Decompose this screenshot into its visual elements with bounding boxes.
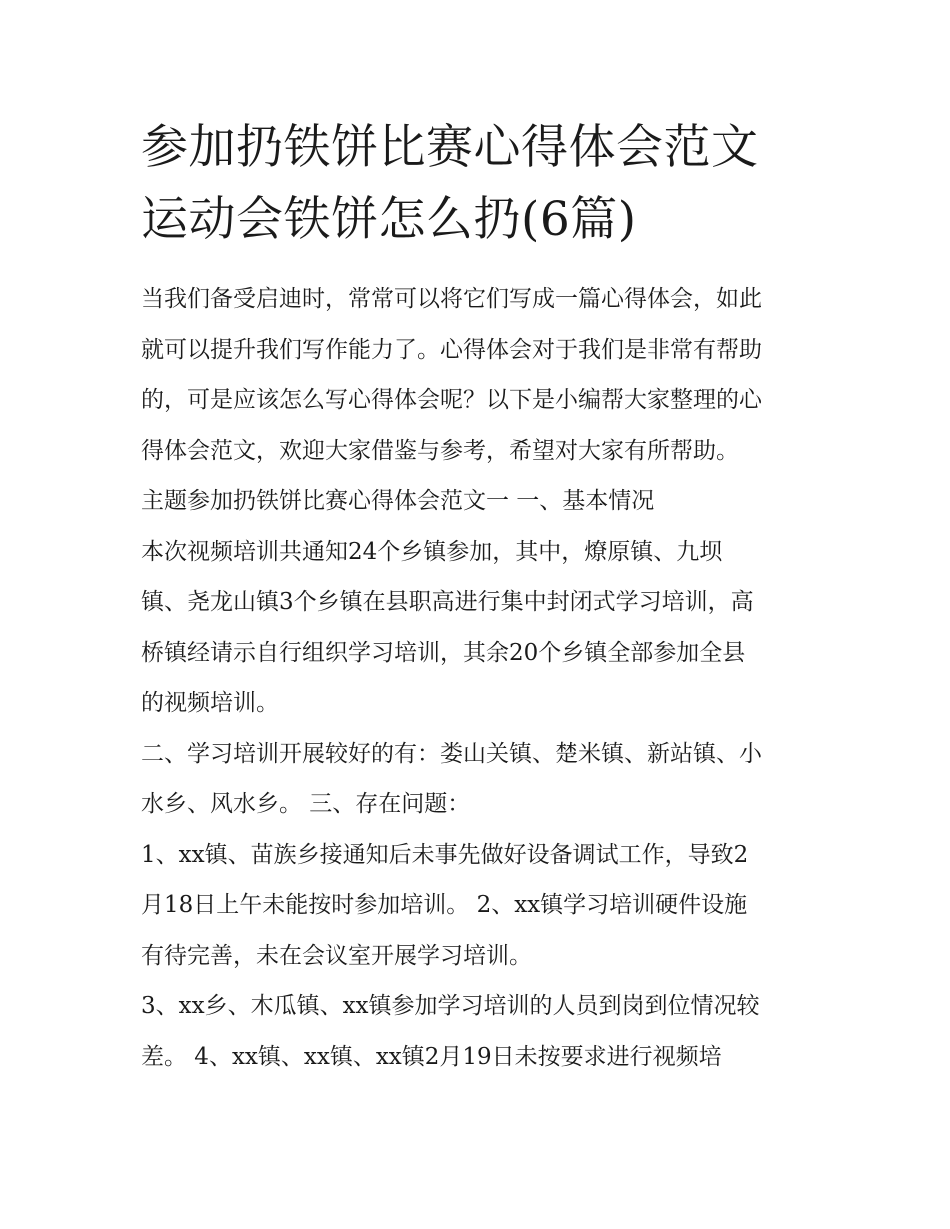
body-line: 桥镇经请示自行组织学习培训，其余20个乡镇全部参加全县 bbox=[141, 639, 746, 666]
body-line: 月18日上午未能按时参加培训。 2、xx镇学习培训硬件设施 bbox=[141, 892, 748, 918]
body-line: 有待完善，未在会议室开展学习培训。 bbox=[141, 942, 532, 969]
body-line: 就可以提升我们写作能力了。心得体会对于我们是非常有帮助 bbox=[141, 336, 762, 363]
body-line: 1、xx镇、苗族乡接通知后未事先做好设备调试工作，导致2 bbox=[141, 841, 749, 868]
title-line-2: 运动会铁饼怎么扔(6篇) bbox=[141, 192, 637, 247]
body-line: 的视频培训。 bbox=[141, 690, 279, 716]
body-line: 镇、尧龙山镇3个乡镇在县职高进行集中封闭式学习培训，高 bbox=[141, 589, 754, 615]
body-line: 二、学习培训开展较好的有：娄山关镇、楚米镇、新站镇、小 bbox=[141, 740, 762, 767]
document-content bbox=[141, 112, 821, 1082]
body-line: 的，可是应该怎么写心得体会呢？以下是小编帮大家整理的心 bbox=[141, 387, 762, 413]
title-line-1: 参加扔铁饼比赛心得体会范文 bbox=[141, 120, 759, 175]
document-title bbox=[141, 112, 821, 256]
body-line: 本次视频培训共通知24个乡镇参加，其中，燎原镇、九坝 bbox=[141, 538, 723, 565]
section-heading-line: 主题参加扔铁饼比赛心得体会范文一 一、基本情况 bbox=[141, 488, 655, 514]
body-line: 当我们备受启迪时，常常可以将它们写成一篇心得体会，如此 bbox=[141, 286, 762, 312]
document-body bbox=[141, 274, 821, 1082]
body-line: 3、xx乡、木瓜镇、xx镇参加学习培训的人员到岗到位情况较 bbox=[141, 993, 760, 1019]
body-line: 差。 4、xx镇、xx镇、xx镇2月19日未按要求进行视频培 bbox=[141, 1043, 722, 1070]
body-line: 得体会范文，欢迎大家借鉴与参考，希望对大家有所帮助。 bbox=[141, 437, 739, 464]
body-line: 水乡、风水乡。 三、存在问题： bbox=[141, 791, 471, 817]
